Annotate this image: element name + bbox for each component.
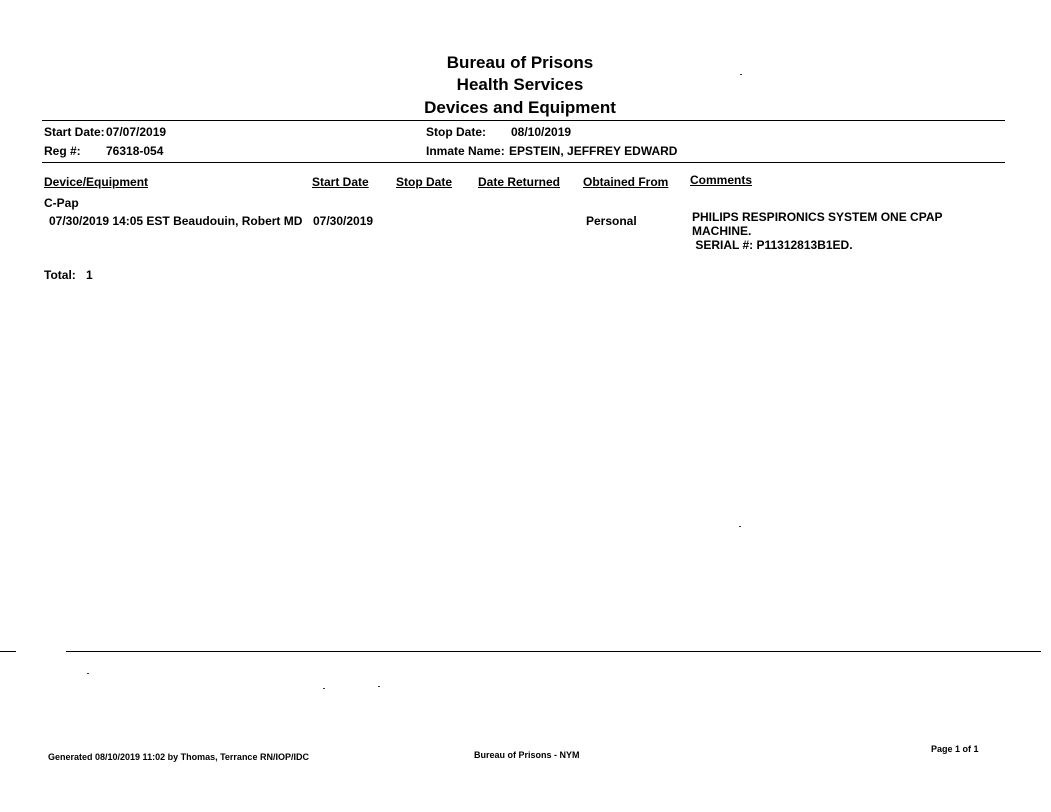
report-dept-title: Health Services — [456, 75, 584, 94]
stop-date-label: Stop Date: — [426, 125, 486, 139]
report-title: Devices and Equipment — [424, 98, 616, 117]
col-device-equipment: Device/Equipment — [44, 175, 149, 189]
record-comments-line2: MACHINE. — [692, 224, 752, 238]
header-rule-top — [42, 120, 1005, 121]
record-comments-line3: SERIAL #: P11312813B1ED. — [692, 238, 853, 252]
record-comments-line1: PHILIPS RESPIRONICS SYSTEM ONE CPAP — [692, 210, 943, 224]
start-date-value: 07/07/2019 — [106, 125, 167, 139]
header-rule-bottom — [42, 162, 1005, 163]
report-org-title: Bureau of Prisons — [446, 53, 594, 72]
col-start-date: Start Date — [312, 175, 369, 189]
footer-facility: Bureau of Prisons - NYM — [474, 750, 580, 760]
scan-speck — [323, 688, 325, 689]
inmate-name-value: EPSTEIN, JEFFREY EDWARD — [509, 144, 678, 158]
total-label: Total: — [44, 268, 76, 282]
scan-speck — [739, 526, 741, 527]
record-entered-by: 07/30/2019 14:05 EST Beaudouin, Robert MD — [49, 214, 303, 228]
scan-speck — [87, 673, 89, 674]
stop-date-value: 08/10/2019 — [511, 125, 572, 139]
reg-label: Reg #: — [44, 144, 81, 158]
total-value: 1 — [86, 268, 93, 282]
start-date-label: Start Date: — [44, 125, 105, 139]
record-device-name: C-Pap — [44, 196, 79, 210]
footer-generated: Generated 08/10/2019 11:02 by Thomas, Terrance RN/IOP/IDC — [48, 752, 309, 762]
inmate-name-label: Inmate Name: — [426, 144, 505, 158]
col-obtained-from: Obtained From — [583, 175, 669, 189]
record-start-date: 07/30/2019 — [313, 214, 374, 228]
footer-page-number: Page 1 of 1 — [931, 744, 979, 754]
reg-value: 76318-054 — [106, 144, 164, 158]
col-stop-date: Stop Date — [396, 175, 453, 189]
footer-rule-fragment — [0, 651, 16, 652]
scan-speck — [740, 74, 742, 75]
col-date-returned: Date Returned — [478, 175, 561, 189]
col-comments: Comments — [690, 173, 753, 187]
footer-rule — [66, 651, 1041, 652]
record-obtained-from: Personal — [586, 214, 637, 228]
scan-speck — [378, 686, 380, 687]
